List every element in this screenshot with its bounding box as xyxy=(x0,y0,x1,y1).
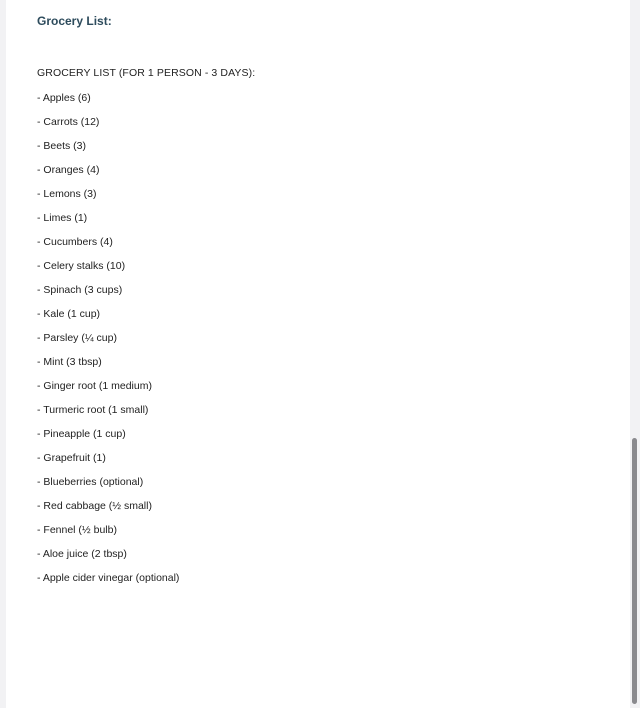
grocery-list xyxy=(37,90,179,594)
list-item: - Aloe juice (2 tbsp) xyxy=(37,548,127,560)
list-item: - Lemons (3) xyxy=(37,188,97,200)
list-item: - Pineapple (1 cup) xyxy=(37,428,126,440)
list-item: - Cucumbers (4) xyxy=(37,236,113,248)
list-item: - Fennel (½ bulb) xyxy=(37,524,117,536)
list-item: - Apple cider vinegar (optional) xyxy=(37,572,180,584)
list-item: - Kale (1 cup) xyxy=(37,308,101,320)
page-title: Grocery List: xyxy=(37,14,112,28)
list-item: - Grapefruit (1) xyxy=(37,452,106,464)
list-item: - Turmeric root (1 small) xyxy=(37,404,149,416)
list-item: - Carrots (12) xyxy=(37,116,100,128)
list-item: - Limes (1) xyxy=(37,212,88,224)
list-item: - Oranges (4) xyxy=(37,164,100,176)
document-page xyxy=(6,0,630,708)
list-item: - Blueberries (optional) xyxy=(37,476,144,488)
list-item: - Spinach (3 cups) xyxy=(37,284,123,296)
list-item: - Apples (6) xyxy=(37,92,91,104)
list-item: - Beets (3) xyxy=(37,140,87,152)
list-item: - Mint (3 tbsp) xyxy=(37,356,102,368)
scrollbar-thumb[interactable] xyxy=(632,438,637,704)
list-item: - Red cabbage (½ small) xyxy=(37,500,152,512)
list-item: - Ginger root (1 medium) xyxy=(37,380,152,392)
list-item: - Parsley (¼ cup) xyxy=(37,332,117,344)
vertical-scrollbar[interactable] xyxy=(630,0,640,708)
list-heading: GROCERY LIST (FOR 1 PERSON - 3 DAYS): xyxy=(37,67,256,79)
list-item: - Celery stalks (10) xyxy=(37,260,126,272)
